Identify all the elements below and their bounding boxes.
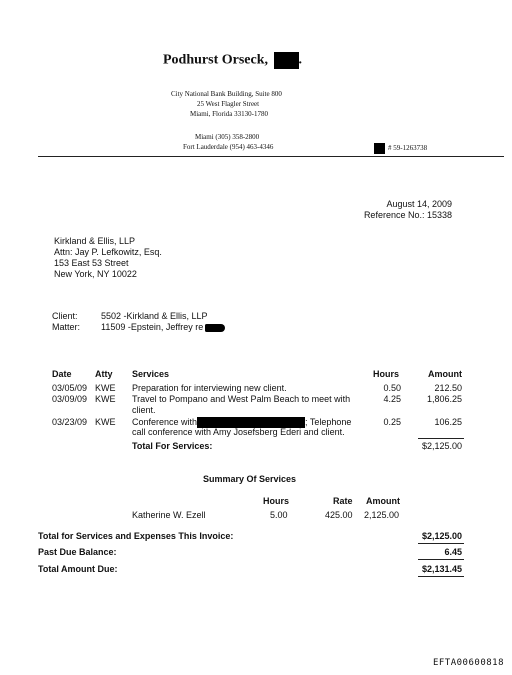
table-row-atty: KWE (95, 417, 116, 427)
table-row-amount: 106.25 (434, 417, 462, 427)
client-label: Client: (52, 311, 78, 321)
total-services-value: $2,125.00 (421, 441, 462, 451)
col-header-amount: Amount (428, 369, 462, 379)
total-services-expenses-label: Total for Services and Expenses This Invoice: (38, 531, 234, 541)
summary-rate: 425.00 (325, 510, 353, 520)
summary-title: Summary Of Services (203, 474, 297, 484)
recipient-line-3: 153 East 53 Street (54, 258, 129, 268)
totals-rule-2 (418, 559, 464, 560)
summary-header-amount: Amount (366, 496, 400, 506)
table-row-amount: 212.50 (434, 383, 462, 393)
table-row-date: 03/23/09 (52, 417, 88, 427)
firm-phone-miami: Miami (305) 358-2800 (195, 133, 260, 141)
table-row-hours: 0.25 (383, 417, 401, 427)
total-due-label: Total Amount Due: (38, 564, 118, 574)
col-header-hours: Hours (373, 369, 400, 379)
past-due-value: 6.45 (444, 547, 462, 557)
summary-hours: 5.00 (270, 510, 288, 520)
matter-label: Matter: (52, 322, 81, 332)
col-header-date: Date (52, 369, 72, 379)
summary-header-hours: Hours (263, 496, 290, 506)
col-header-atty: Atty (95, 369, 113, 379)
matter-value: 11509 -Epstein, Jeffrey re (101, 322, 225, 332)
total-due-value: $2,131.45 (421, 564, 462, 574)
table-row-amount: 1,806.25 (426, 394, 462, 404)
total-services-label: Total For Services: (132, 441, 213, 451)
table-row-description-cont: client. (132, 405, 156, 415)
table-row-date: 03/09/09 (52, 394, 88, 404)
firm-tax-id: # 59-1263738 (374, 143, 427, 154)
recipient-line-4: New York, NY 10022 (54, 269, 137, 279)
totals-rule-3 (418, 576, 464, 577)
firm-address-2: 25 West Flagler Street (197, 100, 260, 108)
invoice-date: August 14, 2009 (386, 199, 452, 209)
services-total-rule (418, 438, 464, 439)
redaction-box (205, 324, 225, 332)
summary-amount: 2,125.00 (364, 510, 400, 520)
table-row-atty: KWE (95, 383, 116, 393)
table-row-atty: KWE (95, 394, 116, 404)
firm-address-3: Miami, Florida 33130-1780 (190, 110, 268, 118)
redaction-box (274, 52, 299, 69)
recipient-line-2: Attn: Jay P. Lefkowitz, Esq. (54, 247, 162, 257)
bates-number: EFTA00600818 (432, 658, 504, 668)
past-due-label: Past Due Balance: (38, 547, 117, 557)
firm-phone-ftl: Fort Lauderdale (954) 463-4346 (183, 143, 274, 151)
table-row-description: Conference with ; Telephone (132, 417, 352, 427)
recipient-line-1: Kirkland & Ellis, LLP (54, 236, 136, 246)
table-row-hours: 0.50 (383, 383, 401, 393)
table-row-date: 03/05/09 (52, 383, 88, 393)
totals-rule-1 (418, 543, 464, 544)
reference-number: Reference No.: 15338 (363, 210, 452, 220)
redaction-box (374, 143, 385, 154)
client-value: 5502 -Kirkland & Ellis, LLP (101, 311, 208, 321)
letterhead-rule (38, 156, 504, 157)
summary-header-rate: Rate (333, 496, 353, 506)
table-row-hours: 4.25 (383, 394, 401, 404)
table-row-description: Preparation for interviewing new client. (132, 383, 287, 393)
summary-timekeeper: Katherine W. Ezell (132, 510, 206, 520)
firm-address-1: City National Bank Building, Suite 800 (171, 90, 282, 98)
table-row-description-cont: call conference with Amy Josefsberg Ederi and client. (132, 427, 345, 437)
col-header-services: Services (132, 369, 170, 379)
table-row-description: Travel to Pompano and West Palm Beach to meet with (132, 394, 351, 404)
total-services-expenses-value: $2,125.00 (421, 531, 462, 541)
firm-name: Podhurst Orseck, . (163, 52, 302, 68)
